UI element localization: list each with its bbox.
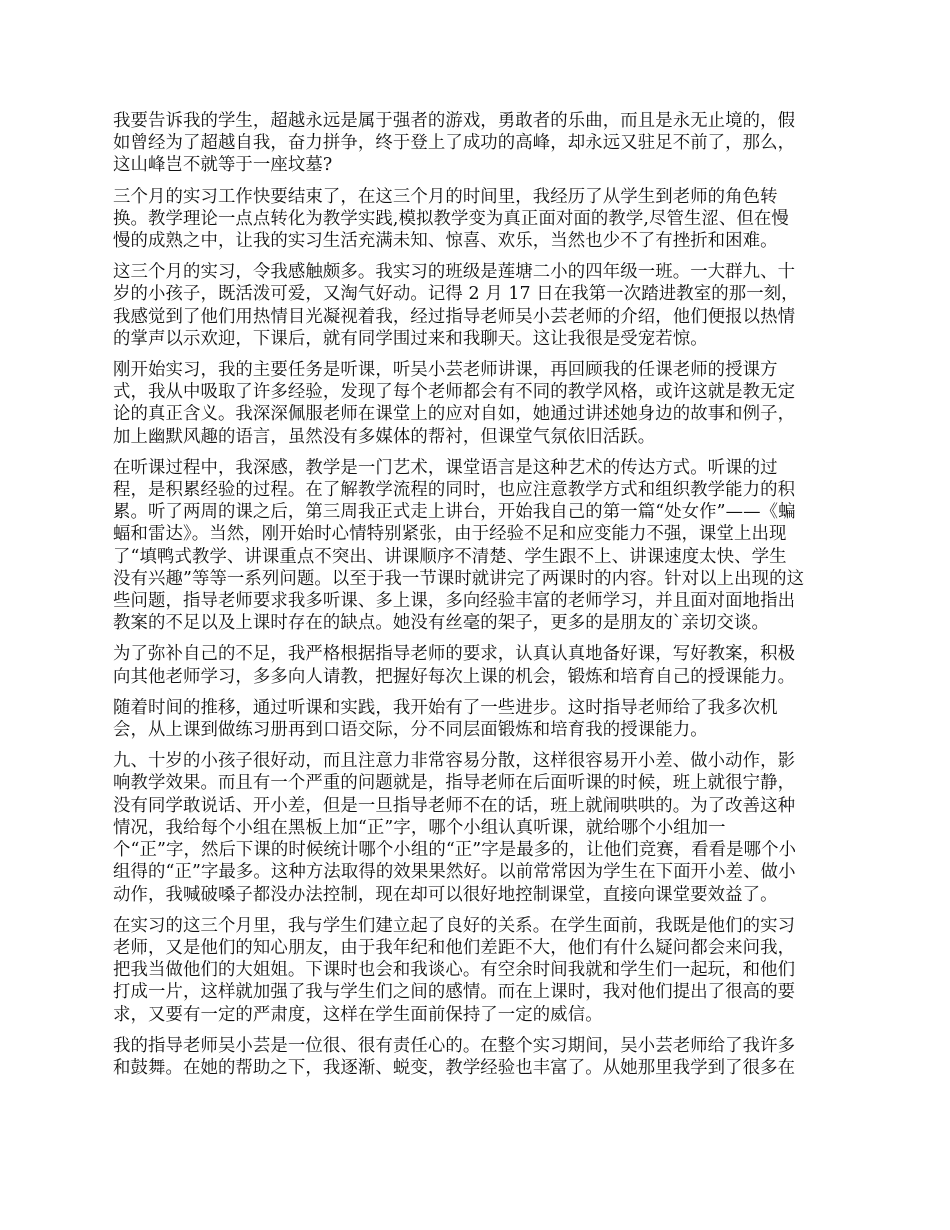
- paragraph-4: 刚开始实习，我的主要任务是听课，听吴小芸老师讲课，再回顾我的任课老师的授课方 式，我从中吸取了许多经验，发现了每个老师都会有不同的教学风格，或许这就是教无定 论的真正含义。我深深佩服老师在课堂上的应对自如，她通过讲述她身边的故事和例子， 加上幽默风趣的语言，虽然没有多媒体的帮衬，但课堂气氛依旧活跃。: [113, 360, 796, 447]
- paragraph-7: 随着时间的推移，通过听课和实践，我开始有了一些进步。这时指导老师给了我多次机 会，从上课到做练习册再到口语交际，分不同层面锻炼和培育我的授课能力。: [113, 697, 778, 741]
- paragraph-9: 在实习的这三个月里，我与学生们建立起了良好的关系。在学生面前，我既是他们的实习 老师，又是他们的知心朋友，由于我年纪和他们差距不大，他们有什么疑问都会来问我， 把我当做他们的大姐姐。下课时也会和我谈心。有空余时间我就和学生们一起玩，和他们 打成一片，这样就加强了我与学生们之间的感情。而在上课时，我对他们提出了很高的要 求，又要有一定的严肃度，这样在学生面前保持了一定的威信。: [113, 915, 796, 1025]
- paragraph-5: 在听课过程中，我深感，教学是一门艺术，课堂语言是这种艺术的传达方式。听课的过 程，是积累经验的过程。在了解教学流程的同时，也应注意教学方式和组织教学能力的积 累。听了两周的课之后，第三周我正式走上讲台，开始我自己的第一篇“处女作”——《蝙 蝠和雷达》。当然，刚开始时心情特别紧张，由于经验不足和应变能力不强，课堂上出现 了“填鸭式教学、讲课重点不突出、讲课顺序不清楚、学生跟不上、讲课速度太快、学生 没有兴趣”等等一系列问题。以至于我一节课时就讲完了两课时的内容。针对以上出现的这 些问题，指导老师要求我多听课、多上课，多向经验丰富的老师学习，并且面对面地指出 教案的不足以及上课时存在的缺点。她没有丝毫的架子，更多的是朋友的`亲切交谈。: [113, 457, 805, 634]
- paragraph-8: 九、十岁的小孩子很好动，而且注意力非常容易分散，这样很容易开小差、做小动作，影 响教学效果。而且有一个严重的问题就是，指导老师在后面听课的时候，班上就很宁静， 没有同学敢说话、开小差，但是一旦指导老师不在的话，班上就闹哄哄的。为了改善这种 情况，我给每个小组在黑板上加“正”字，哪个小组认真听课，就给哪个小组加一 个“正”字，然后下课的时候统计哪个小组的“正”字是最多的，让他们竞赛，看看是哪个小 组得的“正”字最多。这种方法取得的效果果然好。以前常常因为学生在下面开小差、做小 动作，我喊破嗓子都没办法控制，现在却可以很好地控制课堂，直接向课堂要效益了。: [113, 751, 797, 905]
- paragraph-3: 这三个月的实习，令我感触颇多。我实习的班级是莲塘二小的四年级一班。一大群九、十 岁的小孩子，既活泼可爱，又淘气好动。记得 2 月 17 日在我第一次踏进教室的那一刻， 我感觉到了他们用热情目光凝视着我，经过指导老师吴小芸老师的介绍，他们便报以热情 的掌声以示欢迎，下课后，就有同学围过来和我聊天。这让我很是受宠若惊。: [113, 262, 799, 349]
- paragraph-1: 我要告诉我的学生，超越永远是属于强者的游戏，勇敢者的乐曲，而且是永无止境的，假 如曾经为了超越自我，奋力拼争，终于登上了成功的高峰，却永远又驻足不前了，那么， 这山峰岂不就等于一座坟墓?: [113, 111, 796, 176]
- document-body: [113, 110, 841, 1088]
- paragraph-2: 三个月的实习工作快要结束了，在这三个月的时间里，我经历了从学生到老师的角色转 换。教学理论一点点转化为教学实践,模拟教学变为真正面对面的教学,尽管生涩、但在慢 慢的成熟之中，让我的实习生活充满未知、惊喜、欢乐，当然也少不了有挫折和困难。: [113, 186, 789, 252]
- paragraph-10: 我的指导老师吴小芸是一位很、很有责任心的。在整个实习期间，吴小芸老师给了我许多 和鼓舞。在她的帮助之下，我逐渐、蜕变，教学经验也丰富了。从她那里我学到了很多在: [113, 1035, 796, 1078]
- paragraph-6: 为了弥补自己的不足，我严格根据指导老师的要求，认真认真地备好课，写好教案，积极 向其他老师学习，多多向人请教，把握好每次上课的机会，锻炼和培育自己的授课能力。: [113, 644, 796, 687]
